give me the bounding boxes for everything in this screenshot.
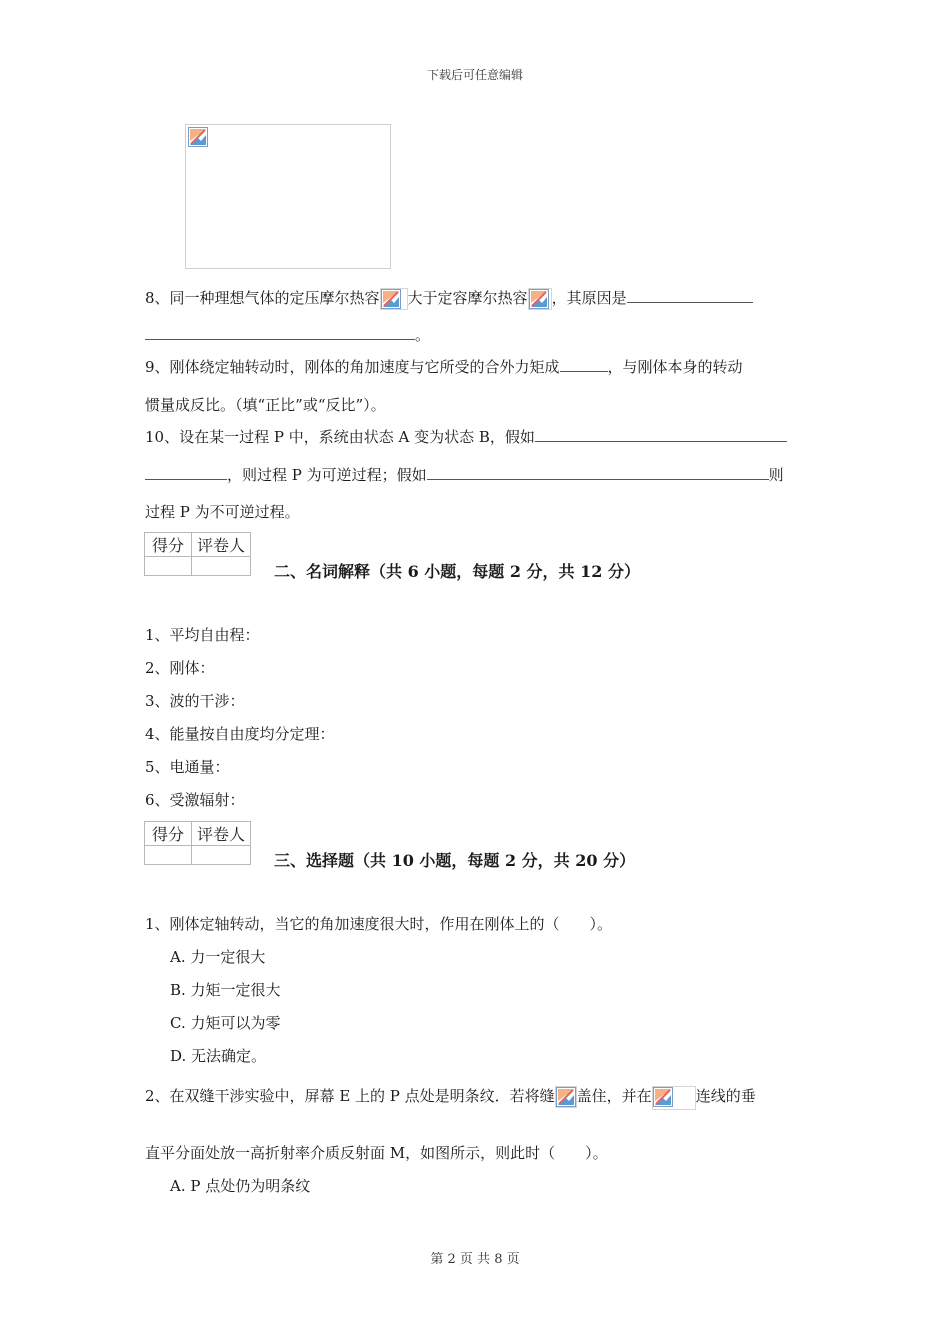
q9-text-a: 9、刚体绕定轴转动时，刚体的角加速度与它所受的合外力矩成 [145, 358, 560, 376]
score-box [144, 532, 251, 576]
answer-blank[interactable] [627, 287, 753, 303]
answer-blank[interactable] [535, 426, 787, 442]
broken-image-icon [381, 289, 401, 309]
page-footer: 第 2 页 共 8 页 [430, 1252, 520, 1267]
grader-label: 评卷人 [192, 533, 251, 557]
score-label: 得分 [145, 822, 192, 846]
question-10 [145, 426, 787, 447]
score-label: 得分 [145, 533, 192, 557]
term-item: 1、平均自由程： [145, 626, 260, 644]
q10-text-a: 10、设在某一过程 P 中，系统由状态 A 变为状态 B，假如 [145, 428, 535, 446]
answer-blank[interactable] [427, 464, 769, 480]
mc-question-2-cont: 直平分面处放一高折射率介质反射面 M，如图所示，则此时（ ）。 [145, 1144, 608, 1162]
q2-text-b: 盖住，并在 [576, 1087, 652, 1105]
mc-question-2 [145, 1085, 756, 1110]
grader-label: 评卷人 [192, 822, 251, 846]
q8-text-a: 8、同一种理想气体的定压摩尔热容 [145, 289, 380, 307]
page-header: 下载后可任意编辑 [426, 68, 523, 82]
broken-image-icon [556, 1087, 576, 1107]
q2-text-a: 2、在双缝干涉实验中，屏幕 E 上的 P 点处是明条纹．若将缝 [145, 1087, 555, 1105]
question-10-end [145, 501, 300, 522]
broken-image-icon [529, 289, 549, 309]
option-a[interactable]: A. P 点处仍为明条纹 [170, 1177, 311, 1195]
question-9-cont [145, 394, 386, 415]
q9-text-b: ，与刚体本身的转动 [607, 358, 743, 376]
question-8-cont [145, 324, 430, 345]
cv-symbol-image [528, 288, 552, 310]
term-item: 2、刚体： [145, 659, 215, 677]
answer-blank[interactable] [145, 464, 227, 480]
score-cell[interactable] [145, 846, 192, 865]
broken-image-icon [188, 127, 208, 147]
mc-question-1: 1、刚体定轴转动，当它的角加速度很大时，作用在刚体上的（ ）。 [145, 915, 613, 933]
q8-end: 。 [415, 326, 431, 344]
slits-symbol-image [652, 1086, 696, 1110]
score-cell[interactable] [145, 557, 192, 576]
broken-image-icon [653, 1087, 673, 1107]
option-a[interactable]: A. 力一定很大 [170, 948, 266, 966]
option-c[interactable]: C. 力矩可以为零 [170, 1014, 281, 1032]
answer-blank[interactable] [560, 356, 608, 372]
grader-cell[interactable] [192, 557, 251, 576]
q9-text-c: 惯量成反比。（填“正比”或“反比”）。 [145, 396, 386, 414]
question-9 [145, 356, 743, 377]
section-3-title: 三、选择题（共 10 小题，每题 2 分，共 20 分） [274, 851, 636, 870]
slit-symbol-image [555, 1086, 577, 1108]
grader-cell[interactable] [192, 846, 251, 865]
term-item: 4、能量按自由度均分定理： [145, 725, 335, 743]
q10-text-c: 则 [768, 466, 784, 484]
cp-symbol-image [380, 288, 408, 310]
q10-text-d: 过程 P 为不可逆过程。 [145, 503, 300, 521]
option-d[interactable]: D. 无法确定。 [170, 1047, 267, 1065]
section-2-title: 二、名词解释（共 6 小题，每题 2 分，共 12 分） [274, 562, 640, 581]
missing-figure [185, 124, 391, 269]
q8-text-c: ，其原因是 [551, 289, 627, 307]
question-10-cont [145, 464, 784, 485]
q10-text-b: ，则过程 P 为可逆过程；假如 [227, 466, 427, 484]
term-item: 3、波的干涉： [145, 692, 245, 710]
q8-text-b: 大于定容摩尔热容 [407, 289, 528, 307]
term-item: 6、受激辐射： [145, 791, 245, 809]
term-item: 5、电通量： [145, 758, 230, 776]
option-b[interactable]: B. 力矩一定很大 [170, 981, 281, 999]
answer-blank[interactable] [145, 324, 415, 340]
question-8 [145, 287, 753, 310]
score-box [144, 821, 251, 865]
q2-text-c: 连线的垂 [695, 1087, 756, 1105]
